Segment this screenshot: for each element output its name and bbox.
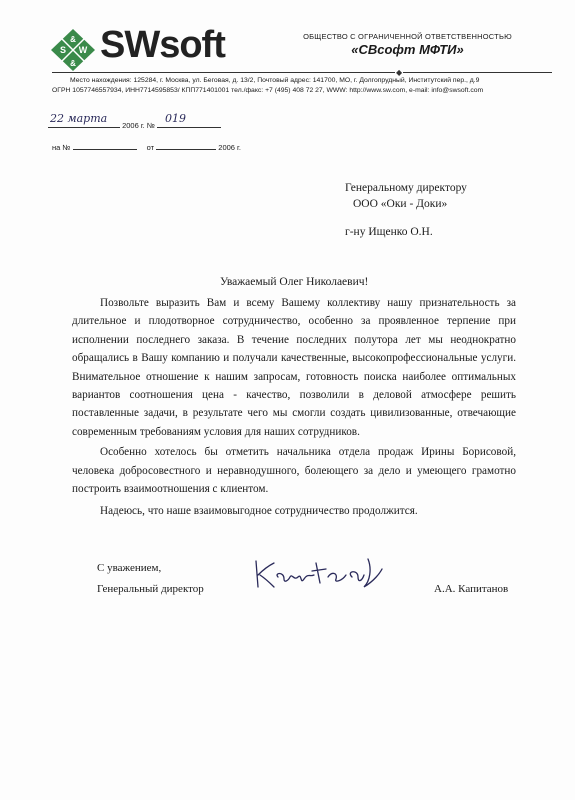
number-field: [157, 112, 221, 128]
incoming-reference: [52, 140, 241, 152]
closing-block: [97, 558, 204, 600]
paragraph-1: Позвольте выразить Вам и всему Вашему коллективу нашу признательность за длительное и плодотворное сотрудничество, особенно за проявленное терпение при исполнении последнего заказа. В течение последних полутора лет мы неоднократно обращались в Вашу компанию и получали качественные, высокопрофессиональные услуги. Внимательное отношение к нашим запросам, готовность поиска наиболее оптимальных вариантов соотношения цена - качество, позволили в деловой атмосфере решить поставленные задачи, в результате чего мы смогли создать цивилизованные, отвечающие современным требованиям условия для наших сотрудников.: [72, 297, 516, 438]
addressee-company: ООО «Оки - Доки»: [353, 198, 448, 210]
svg-text:S: S: [59, 45, 67, 55]
addressee-title: Генеральному директору: [345, 182, 467, 194]
signer-name: А.А. Капитанов: [434, 583, 509, 595]
company-logo: [50, 24, 225, 72]
from-label: от: [146, 143, 155, 152]
closing-regards: С уважением,: [97, 562, 162, 574]
header-divider: [52, 72, 552, 73]
logo-text: SWsoft: [100, 24, 225, 66]
incoming-year-label: 2006 г.: [218, 143, 241, 152]
outgoing-reference: [48, 112, 221, 130]
paragraph-2: Особенно хотелось бы отметить начальника отдела продаж Ирины Борисовой, человека добросовестного и неравнодушного, болеющего за дело и умеющего грамотно построить взаимоотношения с клиентом.: [72, 446, 516, 496]
date-field: [48, 112, 120, 128]
address-line-2: ОГРН 1057746557934, ИНН7714595853/ КПП771401001 тел./факс: +7 (495) 408 72 27, WWW: http://www.sw.com, e-mail: info@swsoft.com: [52, 87, 484, 94]
svg-text:&: &: [70, 59, 76, 68]
salutation: Уважаемый Олег Николаевич!: [220, 276, 369, 288]
address-line-1: Место нахождения: 125284, г. Москва, ул. Беговая, д. 13/2, Почтовый адрес: 141700, МО, г. Долгопрудный, Институтский пер., д.9: [70, 77, 480, 84]
org-legal-form: ОБЩЕСТВО С ОГРАНИЧЕННОЙ ОТВЕТСТВЕННОСТЬЮ: [303, 32, 512, 41]
addressee-name: г-ну Ищенко О.Н.: [345, 226, 433, 238]
handwritten-date: 22 марта: [50, 112, 108, 125]
org-name: «СВсофт МФТИ»: [351, 42, 464, 57]
addressee-block: [345, 180, 467, 240]
svg-text:&: &: [70, 35, 76, 44]
on-number-label: на №: [52, 143, 71, 152]
year-number-label: 2006 г. №: [122, 121, 155, 130]
handwritten-number: 019: [165, 112, 186, 125]
incoming-date-field: [156, 140, 216, 150]
letter-body: [72, 294, 516, 521]
paragraph-3: Надеюсь, что наше взаимовыгодное сотрудничество продолжится.: [100, 505, 418, 518]
divider-ornament-icon: ◆: [396, 68, 403, 77]
incoming-number-field: [73, 140, 137, 150]
organization-block: [300, 32, 515, 57]
company-address: [52, 76, 557, 96]
signer-title: Генеральный директор: [97, 583, 204, 595]
handwritten-signature: [250, 555, 390, 591]
logo-diamond-icon: [50, 28, 96, 72]
svg-text:W: W: [78, 45, 88, 55]
